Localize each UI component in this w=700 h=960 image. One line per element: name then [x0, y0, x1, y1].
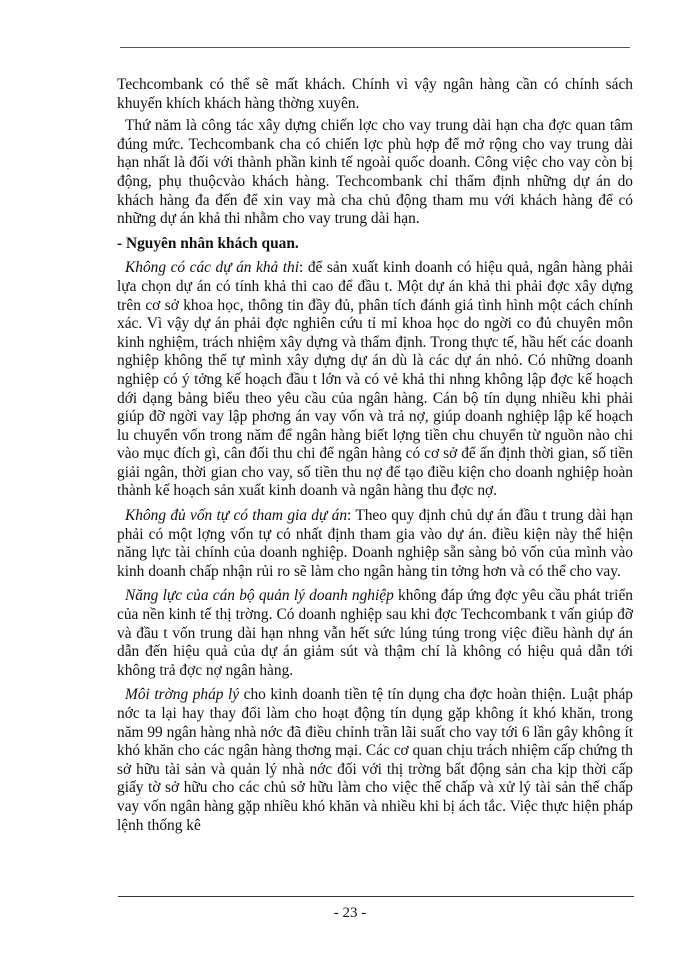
paragraph-own-capital — [117, 507, 633, 581]
paragraph-text: không đáp ứng đợc yêu cầu phát triển của nền kinh tế thị trờng. Có doanh nghiệp sau khi đợc Techcombank t vấn giúp đỡ và đầu t vốn trung dài hạn nhng vẫn hết sức lúng túng trong việc điều hành dự án dẫn đến hiệu quả của dự án giảm sút và thậm chí là không có hiệu quả dẫn tới không trả đợc nợ ngân hàng. — [117, 587, 633, 679]
paragraph-text: cho kinh doanh tiền tệ tín dụng cha đợc hoàn thiện. Luật pháp nớc ta lại hay thay đổi làm cho hoạt động tín dụng gặp không ít khó khăn, trong năm 99 ngân hàng nhà nớc đã điều chỉnh trần lãi suất cho vay tới 6 lần gây không ít khó khăn cho các ngân hàng thơng mại. Các cơ quan chịu trách nhiệm cấp chứng th sở hữu tài sản và quản lý nhà nớc đối với thị trờng bất động sản cha kịp thời cấp giấy tờ sở hữu cho các chủ sở hữu làm cho việc thế chấp và xử lý tài sản thế chấp vay vốn ngân hàng gặp nhiều khó khăn và nhiều khi bị ách tắc. Việc thực hiện pháp lệnh thống kê — [117, 686, 633, 834]
footer-rule — [118, 896, 634, 897]
paragraph-legal-environment — [117, 686, 633, 835]
page-number: - 23 - — [333, 905, 367, 921]
paragraph-strategy: Thứ năm là công tác xây dựng chiến lợc cho vay trung dài hạn cha đợc quan tâm đúng mức. Techcombank cha có chiến lợc phù hợp để mở rộng cho vay trung dài hạn nhất là đối với thành phần kinh tế ngoài quốc doanh. Công việc cho vay còn bị động, phụ thuộcvào khách hàng. Techcombank chỉ thẩm định những dự án do khách hàng đa đến để xin vay mà cha chủ động tham mu với khách hàng để có những dự án khả thi nhằm cho vay trung dài hạn. — [117, 117, 633, 228]
lead-phrase: Không có các dự án khả thi — [125, 259, 300, 277]
paragraph-management-capacity — [117, 587, 633, 680]
paragraph-text: : Theo quy định chủ dự án đầu t trung dài hạn phải có một lợng vốn tự có nhất định tham gia vào dự án. điều kiện này thể hiện năng lực tài chính của doanh nghiệp. Doanh nghiệp sẵn sàng bỏ vốn của mình vào kinh doanh chấp nhận rủi ro sẽ làm cho ngân hàng tin tởng hơn và có thể cho vay. — [117, 507, 634, 580]
paragraph-intro: Techcombank có thể sẽ mất khách. Chính vì vậy ngân hàng cần có chính sách khuyến khích khách hàng thờng xuyên. — [117, 76, 633, 112]
section-heading: - Nguyên nhân khách quan. — [117, 234, 299, 252]
document-body — [117, 76, 633, 835]
header-rule — [120, 47, 630, 48]
paragraph-feasible-projects — [117, 259, 633, 501]
lead-phrase: Môi trờng pháp lý — [125, 686, 240, 704]
lead-phrase: Năng lực của cán bộ quản lý doanh nghiệp — [125, 587, 394, 605]
paragraph-text: : để sản xuất kinh doanh có hiệu quả, ngân hàng phải lựa chọn dự án có tính khả thi cao để đầu t. Một dự án khả thi phải đợc xây dựng trên cơ sở khoa học, thông tin đầy đủ, phân tích đánh giá tình hình một cách chính xác. Vì vậy dự án phải đợc nghiên cứu tỉ mỉ khoa học do ngời co đủ chuyên môn kinh nghiệm, trách nhiệm xây dựng và thẩm định. Trong thực tế, hầu hết các doanh nghiệp không thể tự mình xây dựng dự án dù là các dự án nhỏ. Có những doanh nghiệp có ý tởng kế hoạch đầu t lớn và có vẻ khả thi nhng không lập đợc kế hoạch dới dạng bảng biểu theo yêu cầu của ngân hàng. Cán bộ tín dụng nhiều khi phải giúp đỡ ngời vay lập phơng án vay vốn và trả nợ, giúp doanh nghiệp lập kế hoạch lu chuyển vốn trong năm để ngân hàng biết lợng tiền chu chuyển từ nguồn nào chi vào mục đích gì, cân đối thu chi để ngân hàng có cơ sở để ấn định thời gian, số tiền giải ngân, thời gian cho vay, số tiền thu nợ để tạo điều kiện cho doanh nghiệp hoàn thành kế hoạch sản xuất kinh doanh và ngân hàng thu đợc nợ. — [117, 259, 634, 500]
lead-phrase: Không đủ vốn tự có tham gia dự án — [125, 507, 348, 525]
